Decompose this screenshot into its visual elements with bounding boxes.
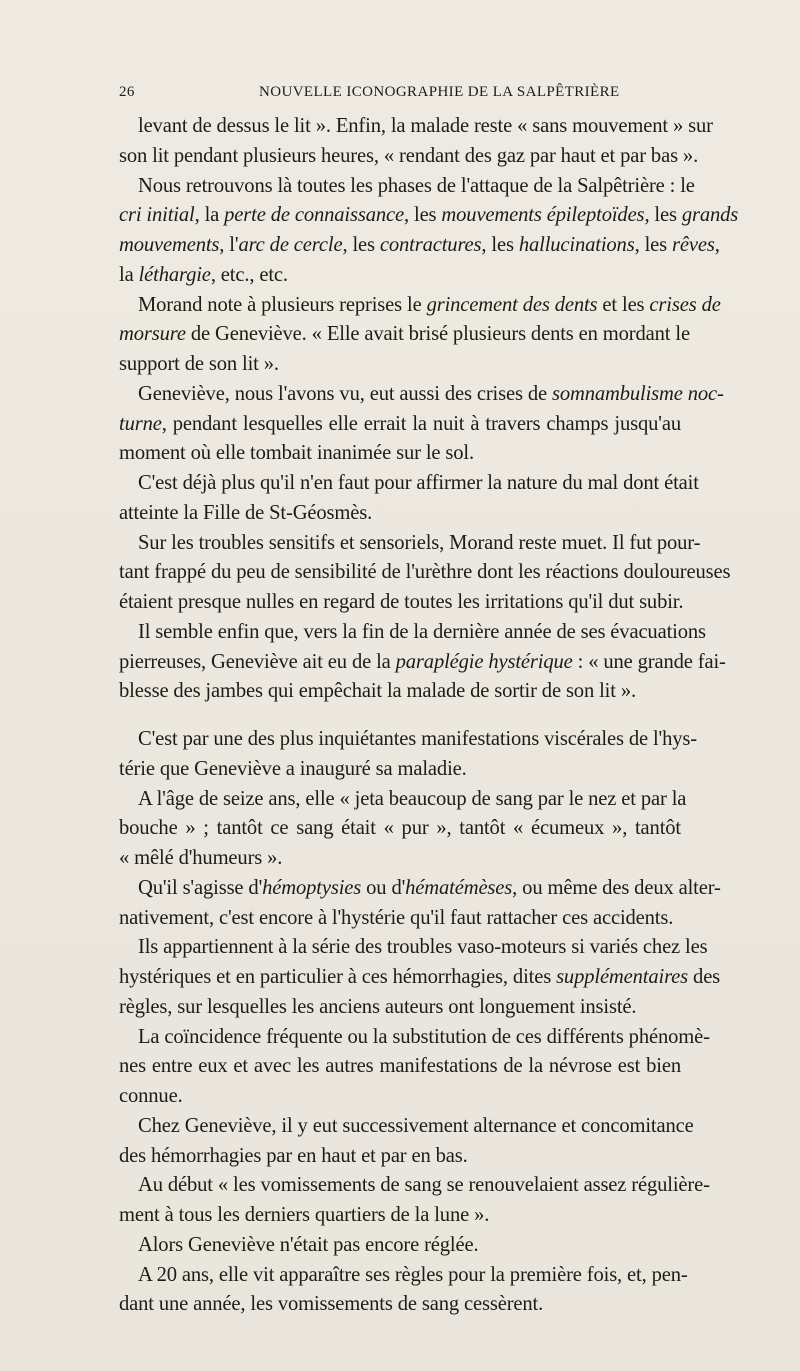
italic-run: crises de [649,293,721,316]
text-line [119,1082,681,1112]
text-line [119,1023,710,1053]
paragraph [119,172,739,291]
paragraph [119,380,724,469]
italic-run: hématémèses [405,876,513,899]
italic-run: perte de connaissance [224,204,404,227]
text-line [119,439,681,469]
italic-run: supplémentaires [556,966,689,988]
text-run: Chez Geneviève, il y eut successivement alternance et concomitance [138,1114,694,1137]
text-run: bouche » ; tantôt ce sang était « pur », tantôt « écumeux », tantôt [119,817,681,840]
text-run: des hémorrhagies par en haut et par en bas. [119,1144,468,1167]
text-line [119,904,681,934]
text-run: , la [194,204,225,227]
text-line [119,993,681,1023]
text-run: des [688,966,721,988]
text-run: Alors Geneviève n'était pas encore réglée. [138,1233,479,1256]
italic-run: léthargie [138,263,211,286]
italic-run: mouvements [119,234,220,256]
text-run: , pendant lesquelles elle errait la nuit à travers champs jusqu'au [161,412,681,435]
italic-run: rêves [672,234,715,256]
text-run: règles, sur lesquelles les anciens auteurs ont longuement insisté. [119,995,637,1018]
text-line [119,142,699,172]
text-line [119,499,681,529]
text-line [119,380,724,410]
paragraph [119,618,726,707]
text-line [119,201,739,231]
text-line [119,1052,681,1082]
italic-run: morsure [119,323,186,346]
text-run: A l'âge de seize ans, elle « jeta beaucoup de sang par le nez et par la [138,787,687,810]
text-run: , les [342,234,380,256]
italic-run: hallucinations [518,234,635,256]
text-line [119,529,701,559]
italic-run: turne [119,412,162,435]
text-run: levant de dessus le lit ». Enfin, la malade reste « sans mouvement » sur [138,115,713,137]
italic-run: contractures [379,234,482,256]
paragraph [119,933,721,1022]
italic-run: hémoptysies [262,876,362,899]
text-line [119,291,721,321]
text-run: A 20 ans, elle vit apparaître ses règles pour la première fois, et, pen- [138,1263,688,1286]
text-run: Qu'il s'agisse d' [138,876,263,899]
text-line [119,112,713,142]
text-line [119,1112,694,1142]
text-run: son lit pendant plusieurs heures, « rendant des gaz par haut et par bas ». [119,144,699,167]
text-run: La coïncidence fréquente ou la substitution de ces différents phénomè- [138,1025,710,1048]
paragraph [119,1112,694,1172]
text-line [119,814,681,844]
text-run: , ou même des deux alter- [512,876,721,899]
text-run: Nous retrouvons là toutes les phases de l'attaque de la Salpêtrière : le [138,174,695,197]
text-run: atteinte la Fille de St-Géosmès. [119,501,373,524]
text-line [119,588,684,618]
text-run: , etc., etc. [210,263,288,286]
text-line [119,410,681,440]
paragraph [119,1231,681,1261]
paragraph [119,1261,688,1321]
text-line [119,1290,681,1320]
text-run: nes entre eux et avec les autres manifestations de la névrose est bien [119,1055,681,1078]
text-run: Sur les troubles sensitifs et sensoriels, Morand reste muet. Il fut pour- [138,531,701,554]
text-run: , [714,234,720,256]
text-run: C'est par une des plus inquiétantes manifestations viscérales de l'hys- [138,728,697,750]
text-line [119,933,708,963]
paragraph [119,469,699,529]
text-run: , les [644,204,682,227]
paragraph [119,529,731,618]
paragraph [119,874,721,934]
text-run: connue. [119,1085,183,1107]
text-run: dant une année, les vomissements de sang cessèrent. [119,1293,544,1316]
text-run: tant frappé du peu de sensibilité de l'urèthre dont les réactions douloureuses [119,561,731,584]
text-line [119,963,721,993]
body-text [119,112,739,1320]
text-run: et les [597,293,650,316]
italic-run: arc de cercle [238,234,343,256]
paragraph-gap [119,707,681,725]
text-run: moment où elle tombait inanimée sur le sol. [119,442,475,465]
text-run: la [119,263,139,286]
text-run: de Geneviève. « Elle avait brisé plusieurs dents en mordant le [185,323,690,346]
text-line [119,320,690,350]
text-run: : « une grande fai- [572,650,726,673]
paragraph [119,291,721,380]
text-run: Geneviève, nous l'avons vu, eut aussi des crises de [138,382,552,405]
text-line [119,1261,688,1291]
text-line [119,172,695,202]
italic-run: somnambulisme noc- [551,382,724,405]
text-run: ment à tous les derniers quartiers de la lune ». [119,1204,490,1226]
text-run: Il semble enfin que, vers la fin de la dernière année de ses évacuations [138,620,706,643]
text-run: C'est déjà plus qu'il n'en faut pour affirmer la nature du mal dont était [138,472,699,494]
running-header [119,84,679,108]
paragraph [119,112,713,172]
text-run: térie que Geneviève a inauguré sa maladie. [119,757,467,780]
italic-run: mouvements épileptoïdes [441,204,645,227]
paragraph [119,785,687,874]
text-line [119,1231,681,1261]
text-line [119,1142,681,1172]
text-run: nativement, c'est encore à l'hystérie qu'il faut rattacher ces accidents. [119,906,674,929]
text-line [119,755,681,785]
text-run: « mêlé d'humeurs ». [119,847,283,869]
text-line [119,1201,681,1231]
text-line [119,677,681,707]
italic-run: paraplégie hystérique [395,650,573,673]
text-line [119,874,721,904]
text-line [119,618,706,648]
text-run: pierreuses, Geneviève ait eu de la [119,650,396,673]
text-run: , les [481,234,519,256]
text-line [119,648,726,678]
italic-run: grincement des dents [426,293,598,316]
text-run: , l' [219,234,239,256]
text-run: Morand note à plusieurs reprises le [138,293,427,316]
italic-run: grands [681,204,739,227]
page-number: 26 [119,84,135,100]
text-run: étaient presque nulles en regard de toutes les irritations qu'il dut subir. [119,591,684,613]
text-line [119,469,699,499]
text-run: , les [404,204,442,227]
text-line [119,844,681,874]
running-title: NOUVELLE ICONOGRAPHIE DE LA SALPÊTRIÈRE [259,84,620,100]
text-run: ou d' [361,876,406,899]
italic-run: cri initial [119,204,195,227]
text-run: support de son lit ». [119,353,279,375]
text-line [119,261,681,291]
paragraph [119,1023,710,1112]
text-line [119,350,681,380]
text-line [119,558,731,588]
paragraph [119,725,697,785]
text-line [119,785,687,815]
text-run: hystériques et en particulier à ces hémorrhagies, dites [119,966,557,988]
text-line [119,1171,710,1201]
text-line [119,725,697,755]
paragraph [119,1171,710,1231]
text-run: blesse des jambes qui empêchait la malade de sortir de son lit ». [119,680,636,703]
text-line [119,231,720,261]
text-run: Au début « les vomissements de sang se renouvelaient assez régulière- [138,1174,710,1197]
text-run: , les [634,234,672,256]
text-run: Ils appartiennent à la série des troubles vaso-moteurs si variés chez les [138,936,708,959]
